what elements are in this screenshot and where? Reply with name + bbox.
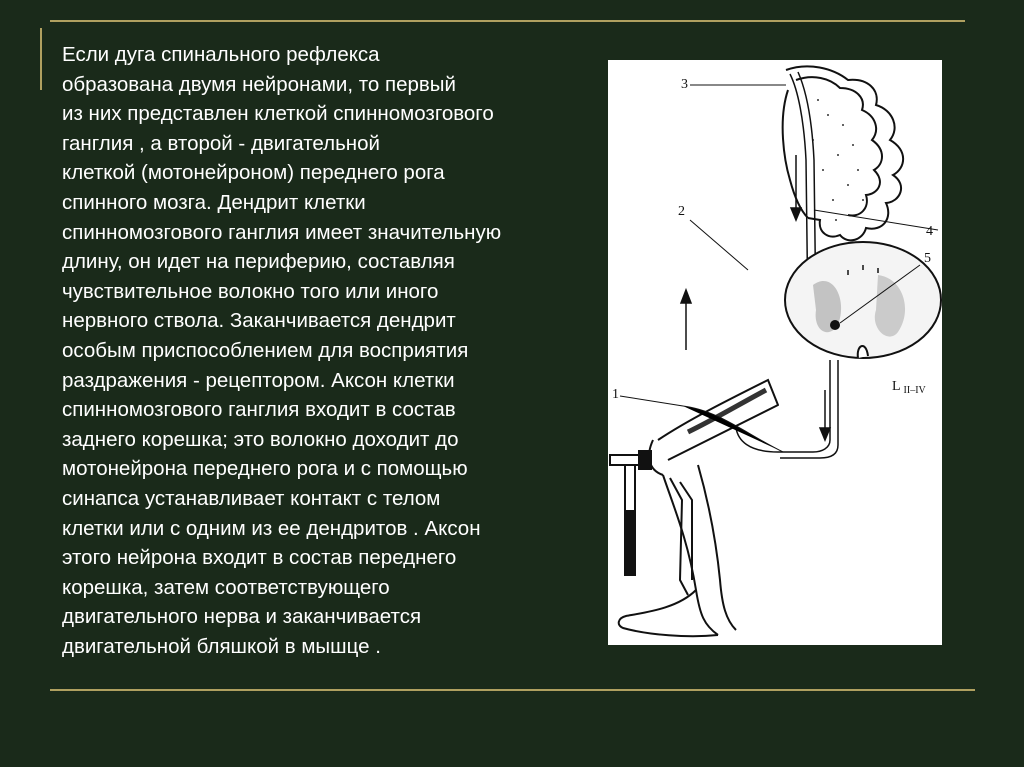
reflex-arc-illustration (608, 60, 942, 645)
body-text (62, 40, 602, 661)
segment-label (892, 379, 927, 396)
text-line: корешка, затем соответствующего (62, 575, 390, 599)
leg-illustration (619, 380, 778, 636)
label-5: 5 (924, 251, 931, 266)
left-accent-rule (40, 28, 42, 90)
text-line: клеткой (мотонейроном) переднего рога (62, 161, 445, 185)
text-line: мотонейрона переднего рога и с помощью (62, 457, 468, 481)
text-line: клетки или с одним из ее дендритов . Аксон (62, 516, 481, 540)
reflex-nerve-paths (736, 360, 838, 458)
text-line: заднего корешка; это волокно доходит до (62, 427, 459, 451)
segment-label-sub: II–IV (903, 385, 926, 396)
text-line: этого нейрона входит в состав переднего (62, 546, 457, 570)
text-line: синапса устанавливает контакт с телом (62, 486, 441, 510)
text-line: длину, он идет на периферию, составляя (62, 250, 455, 274)
label-1: 1 (612, 387, 619, 402)
reflex-arc-figure (608, 60, 942, 645)
spinal-cord-section (785, 242, 941, 358)
segment-label-main: L (892, 379, 901, 394)
label-2: 2 (678, 204, 685, 219)
text-line: двигательного нерва и заканчивается (62, 605, 422, 629)
text-line: образована двумя нейронами, то первый (62, 72, 456, 96)
bottom-rule (50, 689, 975, 691)
label-3: 3 (681, 77, 688, 92)
text-line: спинномозгового ганглия входит в состав (62, 398, 456, 422)
text-line: двигательной бляшкой в мышце . (62, 634, 381, 658)
label-4: 4 (926, 224, 933, 239)
text-line: Если дуга спинального рефлекса (62, 43, 380, 66)
text-line: спинномозгового ганглия имеет значительную (62, 220, 502, 244)
text-line: особым приспособлением для восприятия (62, 338, 469, 362)
top-rule (50, 20, 965, 22)
text-line: нервного ствола. Заканчивается дендрит (62, 309, 456, 333)
reflex-hammer (610, 450, 652, 575)
cortex-stipple (812, 99, 864, 221)
text-line: раздражения - рецептором. Аксон клетки (62, 368, 455, 392)
text-line: чувствительное волокно того или иного (62, 279, 439, 303)
text-line: из них представлен клеткой спинномозгового (62, 102, 494, 126)
text-line: спинного мозга. Дендрит клетки (62, 190, 366, 214)
text-line: ганглия , а второй - двигательной (62, 131, 380, 155)
